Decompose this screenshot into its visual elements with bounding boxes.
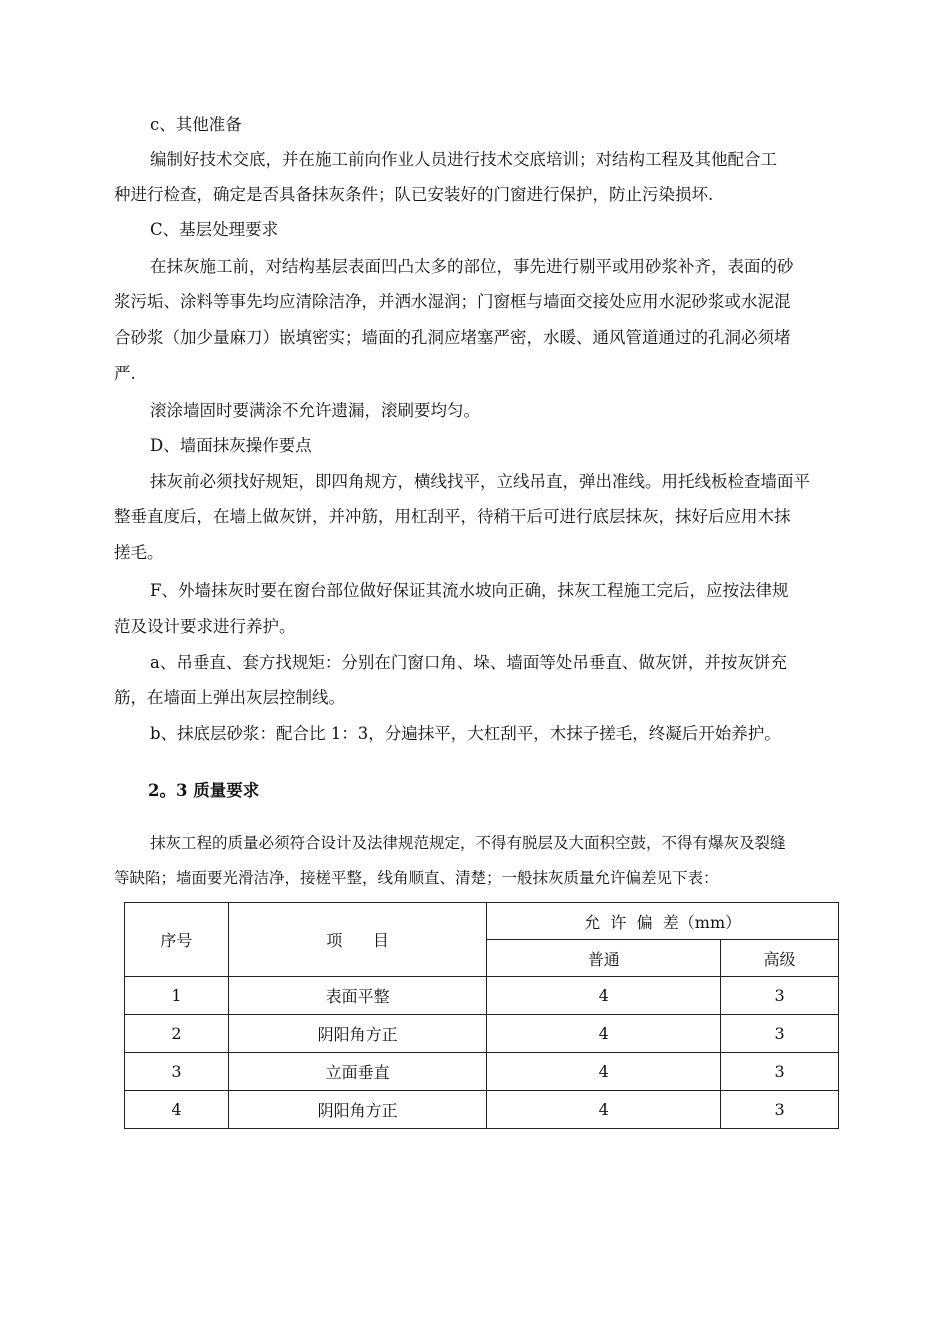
paragraph-line: F、外墙抹灰时要在窗台部位做好保证其流水坡向正确，抹灰工程施工完后，应按法律规	[150, 581, 789, 600]
paragraph-line: 筋，在墙面上弹出灰层控制线。	[114, 688, 345, 707]
cell-advanced: 3	[721, 1091, 839, 1129]
cell-advanced: 3	[721, 1015, 839, 1053]
paragraph-line: 严.	[114, 364, 136, 383]
section-heading-quality: 2。3 质量要求	[148, 781, 260, 800]
cell-normal: 4	[487, 1053, 721, 1091]
paragraph-line: 抹灰工程的质量必须符合设计及法律规范规定，不得有脱层及大面积空鼓，不得有爆灰及裂缝	[150, 834, 786, 852]
paragraph-line: b、抹底层砂浆：配合比 1：3，分遍抹平，大杠刮平，木抹子搓毛，终凝后开始养护。	[150, 724, 781, 743]
cell-seq: 1	[125, 977, 229, 1015]
cell-item: 表面平整	[228, 977, 487, 1015]
paragraph-line: 等缺陷；墙面要光滑洁净，接槎平整，线角顺直、清楚；一般抹灰质量允许偏差见下表：	[114, 869, 719, 887]
cell-advanced: 3	[721, 977, 839, 1015]
header-item: 项 目	[228, 903, 487, 977]
paragraph-line: 搓毛。	[114, 543, 164, 562]
subheading-wall-plaster: D、墙面抹灰操作要点	[150, 436, 312, 455]
paragraph-line: 整垂直度后，在墙上做灰饼，并冲筋，用杠刮平，待稍干后可进行底层抹灰，抹好后应用木抹	[114, 507, 791, 526]
paragraph-line: 在抹灰施工前，对结构基层表面凹凸太多的部位，事先进行剔平或用砂浆补齐，表面的砂	[150, 257, 794, 276]
table-row	[125, 1015, 839, 1053]
subheading-other-prep: c、其他准备	[150, 115, 242, 134]
table-row	[125, 1091, 839, 1129]
cell-seq: 4	[125, 1091, 229, 1129]
header-seq: 序号	[125, 903, 229, 977]
header-tolerance: 允 许 偏 差（mm）	[487, 903, 839, 940]
paragraph-line: 浆污垢、涂料等事先均应清除洁净，并洒水湿润；门窗框与墙面交接处应用水泥砂浆或水泥混	[114, 292, 791, 311]
cell-item: 立面垂直	[228, 1053, 487, 1091]
cell-seq: 2	[125, 1015, 229, 1053]
paragraph-line: a、吊垂直、套方找规矩：分别在门窗口角、垛、墙面等处吊垂直、做灰饼，并按灰饼充	[150, 653, 787, 672]
paragraph-line: 种进行检查，确定是否具备抹灰条件；队已安装好的门窗进行保护，防止污染损坏.	[114, 185, 714, 204]
cell-normal: 4	[487, 1091, 721, 1129]
cell-item: 阴阳角方正	[228, 1015, 487, 1053]
cell-seq: 3	[125, 1053, 229, 1091]
paragraph-line: 范及设计要求进行养护。	[114, 617, 296, 636]
subheading-base-treatment: C、基层处理要求	[150, 220, 279, 239]
cell-item: 阴阳角方正	[228, 1091, 487, 1129]
table-row	[125, 1053, 839, 1091]
paragraph-line: 滚涂墙固时要满涂不允许遗漏，滚刷要均匀。	[150, 401, 480, 420]
table-row	[125, 977, 839, 1015]
header-advanced: 高级	[721, 940, 839, 977]
cell-normal: 4	[487, 977, 721, 1015]
cell-advanced: 3	[721, 1053, 839, 1091]
header-normal: 普通	[487, 940, 721, 977]
paragraph-line: 编制好技术交底，并在施工前向作业人员进行技术交底培训；对结构工程及其他配合工	[150, 150, 777, 169]
cell-normal: 4	[487, 1015, 721, 1053]
paragraph-line: 抹灰前必须找好规矩，即四角规方，横线找平，立线吊直，弹出准线。用托线板检查墙面平	[150, 472, 810, 491]
tolerance-table	[124, 902, 839, 1129]
paragraph-line: 合砂浆（加少量麻刀）嵌填密实；墙面的孔洞应堵塞严密，水暖、通风管道通过的孔洞必须堵	[114, 328, 791, 347]
